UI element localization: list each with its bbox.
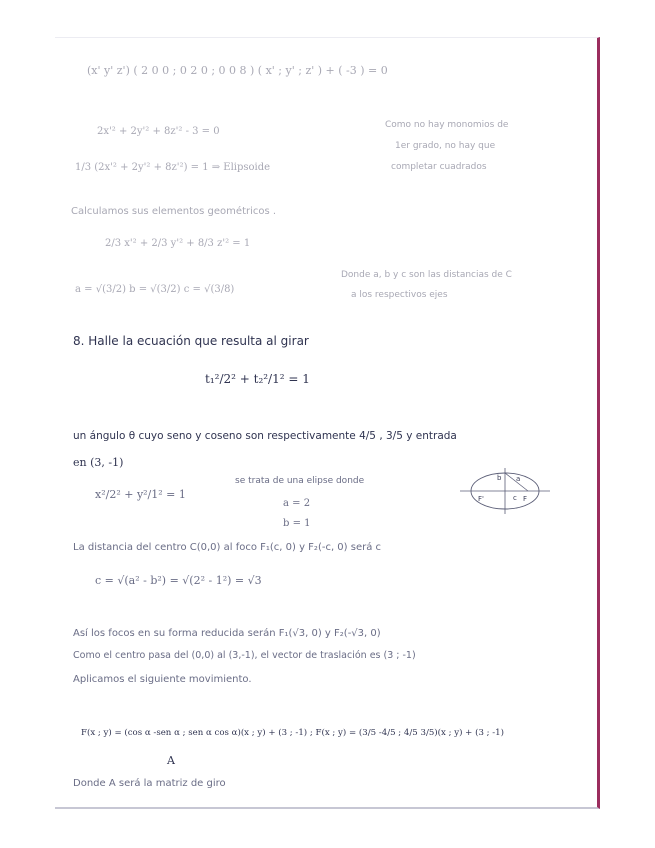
ellipse-note: se trata de una elipse donde <box>235 476 365 486</box>
diagram-label-f1: F' <box>478 495 484 503</box>
translation-text: Como el centro pasa del (0,0) al (3,-1), el vector de traslación es (3 ; -1) <box>73 650 416 661</box>
value-a: a = 2 <box>283 498 311 509</box>
problem-8-title: 8. Halle la ecuación que resulta al girar <box>73 334 309 348</box>
side-note-2: 1er grado, no hay que <box>395 141 496 151</box>
matrix-equation: (x' y' z') ( 2 0 0 ; 0 2 0 ; 0 0 8 ) ( x' ; y' ; z' ) + ( -3 ) = 0 <box>87 64 388 77</box>
ellipse-diagram <box>460 466 550 516</box>
diagram-label-b: b <box>497 474 502 482</box>
foci-text: Así los focos en su forma reducida serán F₁(√3, 0) y F₂(-√3, 0) <box>73 628 381 639</box>
section-heading: Calculamos sus elementos geométricos . <box>71 206 277 217</box>
side-note-4: Donde a, b y c son las distancias de C <box>341 270 512 280</box>
side-note-3: completar cuadrados <box>391 162 487 172</box>
c-computation: c = √(a² - b²) = √(2² - 1²) = √3 <box>95 574 262 587</box>
side-note-1: Como no hay monomios de <box>385 120 509 130</box>
focus-distance-text: La distancia del centro C(0,0) al foco F₁(c, 0) y F₂(-c, 0) será c <box>73 542 382 553</box>
ellipse-equation: t₁²/2² + t₂²/1² = 1 <box>205 372 310 386</box>
value-b: b = 1 <box>283 518 311 529</box>
ellipse-reduced: x²/2² + y²/1² = 1 <box>95 488 186 501</box>
diagram-label-a: a <box>516 475 521 483</box>
center-point: en (3, -1) <box>73 456 124 469</box>
rotation-statement: un ángulo θ cuyo seno y coseno son respectivamente 4/5 , 3/5 y entrada <box>73 430 457 442</box>
notebook-page <box>55 37 600 809</box>
diagram-label-c: c <box>513 494 517 502</box>
movement-text: Aplicamos el siguiente movimiento. <box>73 674 252 685</box>
diagram-label-f2: F <box>523 495 528 503</box>
semiaxes: a = √(3/2) b = √(3/2) c = √(3/8) <box>75 284 235 295</box>
matrix-label: A <box>167 754 175 767</box>
movement-formula: F(x ; y) = (cos α -sen α ; sen α cos α)(x ; y) + (3 ; -1) ; F(x ; y) = (3/5 -4/5 ; 4/5 3/5)(x ; y) + (3 ; -1) <box>81 728 504 738</box>
quadric-equation: 2x'² + 2y'² + 8z'² - 3 = 0 <box>97 126 220 137</box>
ellipsoid-line: 1/3 (2x'² + 2y'² + 8z'²) = 1 ⇒ Elipsoide <box>75 162 271 173</box>
normalized-equation: 2/3 x'² + 2/3 y'² + 8/3 z'² = 1 <box>105 238 251 249</box>
side-note-5: a los respectivos ejes <box>351 290 448 300</box>
conclusion-text: Donde A será la matriz de giro <box>73 778 226 789</box>
